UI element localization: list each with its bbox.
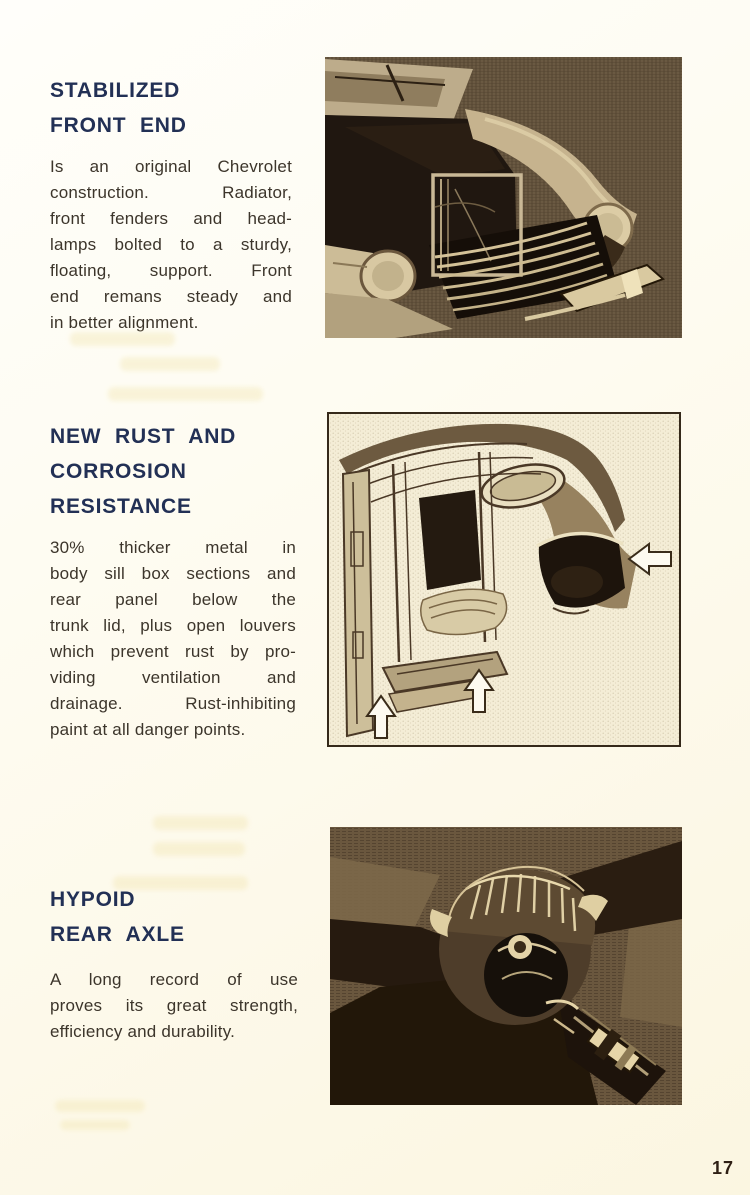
front-end-illustration <box>325 57 682 338</box>
heading-line: RESISTANCE <box>50 495 192 518</box>
body-line: front fenders and head- <box>50 209 292 228</box>
ghost-text-artifact <box>70 332 175 346</box>
rear-axle-illustration <box>330 827 682 1105</box>
body-line: trunk lid, plus open louvers <box>50 616 296 635</box>
section-heading-stabilized-front-end <box>50 73 187 143</box>
ghost-text-artifact <box>108 387 263 401</box>
body-line: proves its great strength, <box>50 996 298 1015</box>
body-line: floating, support. Front <box>50 261 292 280</box>
page-number: 17 <box>712 1158 735 1178</box>
body-line: 30% thicker metal in <box>50 538 296 557</box>
ghost-text-artifact <box>60 1120 130 1130</box>
body-line: efficiency and durability. <box>50 1022 236 1041</box>
body-line: body sill box sections and <box>50 564 296 583</box>
body-line: lamps bolted to a sturdy, <box>50 235 292 254</box>
body-line: construction. Radiator, <box>50 183 292 202</box>
ghost-text-artifact <box>120 357 220 371</box>
heading-line: STABILIZED <box>50 79 181 102</box>
section-heading-rust-corrosion <box>50 419 236 524</box>
body-line: viding ventilation and <box>50 668 296 687</box>
ghost-text-artifact <box>153 842 245 856</box>
body-line: drainage. Rust-inhibiting <box>50 694 296 713</box>
body-line: which prevent rust by pro- <box>50 642 296 661</box>
heading-line: CORROSION <box>50 460 187 483</box>
body-line: end remans steady and <box>50 287 292 306</box>
heading-line: REAR AXLE <box>50 923 185 946</box>
body-line: paint at all danger points. <box>50 720 246 739</box>
body-structure-cutaway-with-arrows-photo <box>327 412 681 747</box>
heading-line: HYPOID <box>50 888 136 911</box>
body-line: Is an original Chevrolet <box>50 157 292 176</box>
ghost-text-artifact <box>153 816 248 830</box>
ghost-text-artifact <box>55 1100 145 1112</box>
section-heading-hypoid-rear-axle <box>50 882 185 952</box>
body-line: A long record of use <box>50 970 298 989</box>
hypoid-rear-axle-cutaway-photo <box>330 827 682 1105</box>
heading-line: FRONT END <box>50 114 187 137</box>
body-line: rear panel below the <box>50 590 296 609</box>
chevrolet-front-end-hood-open-photo <box>325 57 682 338</box>
body-line: in better alignment. <box>50 313 199 332</box>
heading-line: NEW RUST AND <box>50 425 237 448</box>
section-body-stabilized-front-end <box>50 154 292 336</box>
section-body-rust-corrosion <box>50 535 296 743</box>
section-body-hypoid-rear-axle <box>50 967 298 1045</box>
body-structure-illustration <box>327 412 681 747</box>
